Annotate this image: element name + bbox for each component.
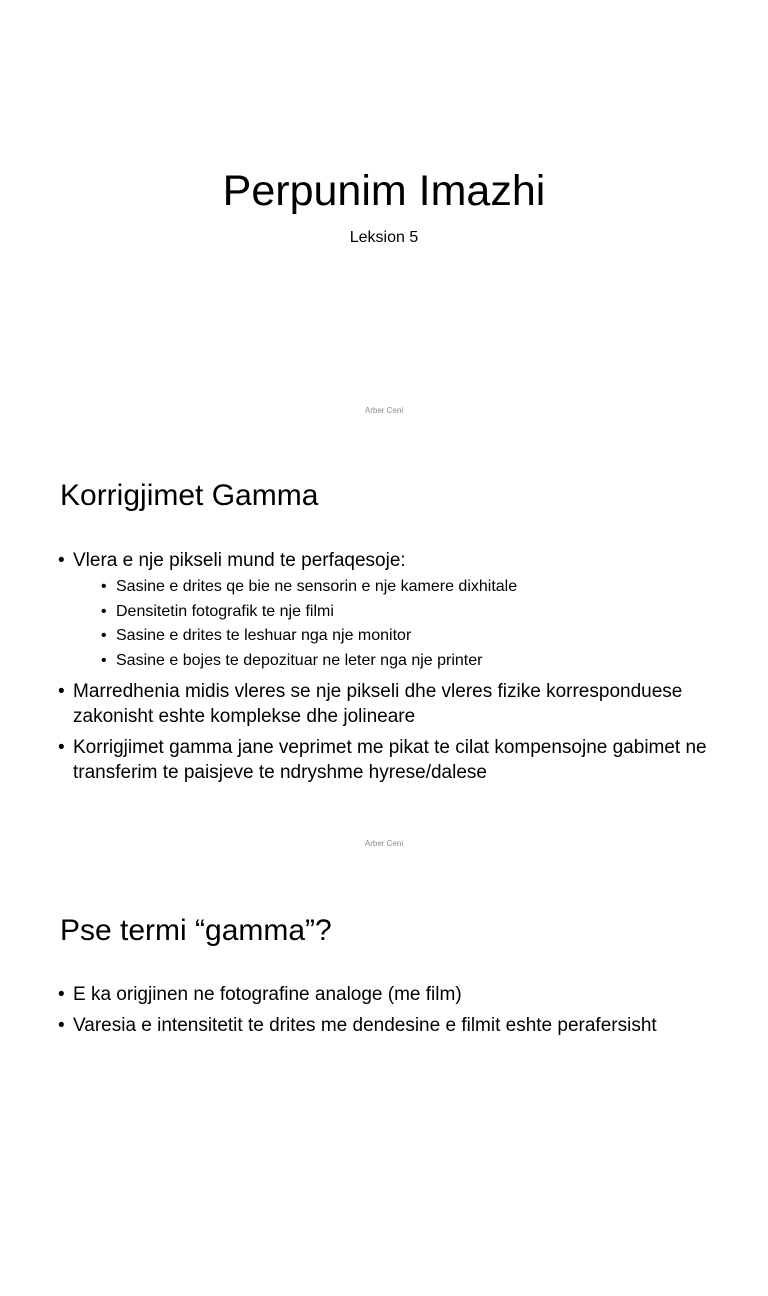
bullet-icon: • [101, 627, 107, 644]
bullet-item [58, 679, 728, 729]
sub-bullet-item [101, 624, 728, 649]
bullet-icon: • [58, 550, 65, 571]
sub-bullet-item [101, 575, 728, 600]
presentation-title: Perpunim Imazhi [222, 167, 546, 215]
bullet-icon: • [58, 1015, 65, 1036]
slide-footer: Arber Ceni [364, 839, 404, 848]
bullet-text: Korrigjimet gamma jane veprimet me pikat te cilat kompensojne gabimet ne transferim te paisjeve te ndryshme hyrese/dalese [73, 737, 707, 783]
bullet-icon: • [58, 984, 65, 1005]
bullet-list [58, 982, 728, 1044]
bullet-text: Marredhenia midis vleres se nje pikseli dhe vleres fizike korresponduese zakonisht eshte komplekse dhe jolineare [73, 681, 683, 727]
bullet-icon: • [58, 681, 65, 702]
bullet-icon: • [101, 578, 107, 595]
sub-bullet-text: Sasine e bojes te depozituar ne leter nga nje printer [116, 651, 483, 669]
bullet-icon: • [101, 651, 107, 669]
bullet-item [58, 548, 728, 673]
bullet-text: Varesia e intensitetit te drites me dendesine e filmit eshte perafersisht [73, 1015, 657, 1036]
bullet-item [58, 982, 728, 1007]
bullet-list [58, 548, 728, 791]
bullet-icon: • [101, 602, 107, 620]
sub-bullet-list [101, 575, 728, 673]
bullet-item [58, 1013, 728, 1038]
sub-bullet-item [101, 649, 728, 674]
bullet-item [58, 735, 728, 785]
sub-bullet-text: Sasine e drites qe bie ne sensorin e nje kamere dixhitale [116, 578, 518, 595]
bullet-icon: • [58, 737, 65, 758]
why-gamma-slide [0, 864, 768, 1296]
sub-bullet-text: Sasine e drites te leshuar nga nje monitor [116, 627, 412, 644]
bullet-text: Vlera e nje pikseli mund te perfaqesoje: [73, 550, 406, 571]
gamma-corrections-slide [0, 432, 768, 864]
slide-heading: Korrigjimet Gamma [60, 479, 319, 512]
slide-heading: Pse termi “gamma”? [60, 914, 332, 947]
presentation-subtitle: Leksion 5 [349, 229, 419, 246]
bullet-text: E ka origjinen ne fotografine analoge (me film) [73, 984, 462, 1005]
title-slide [0, 0, 768, 432]
sub-bullet-text: Densitetin fotografik te nje filmi [116, 602, 334, 620]
sub-bullet-item [101, 600, 728, 625]
slide-footer: Arber Ceni [364, 406, 404, 415]
